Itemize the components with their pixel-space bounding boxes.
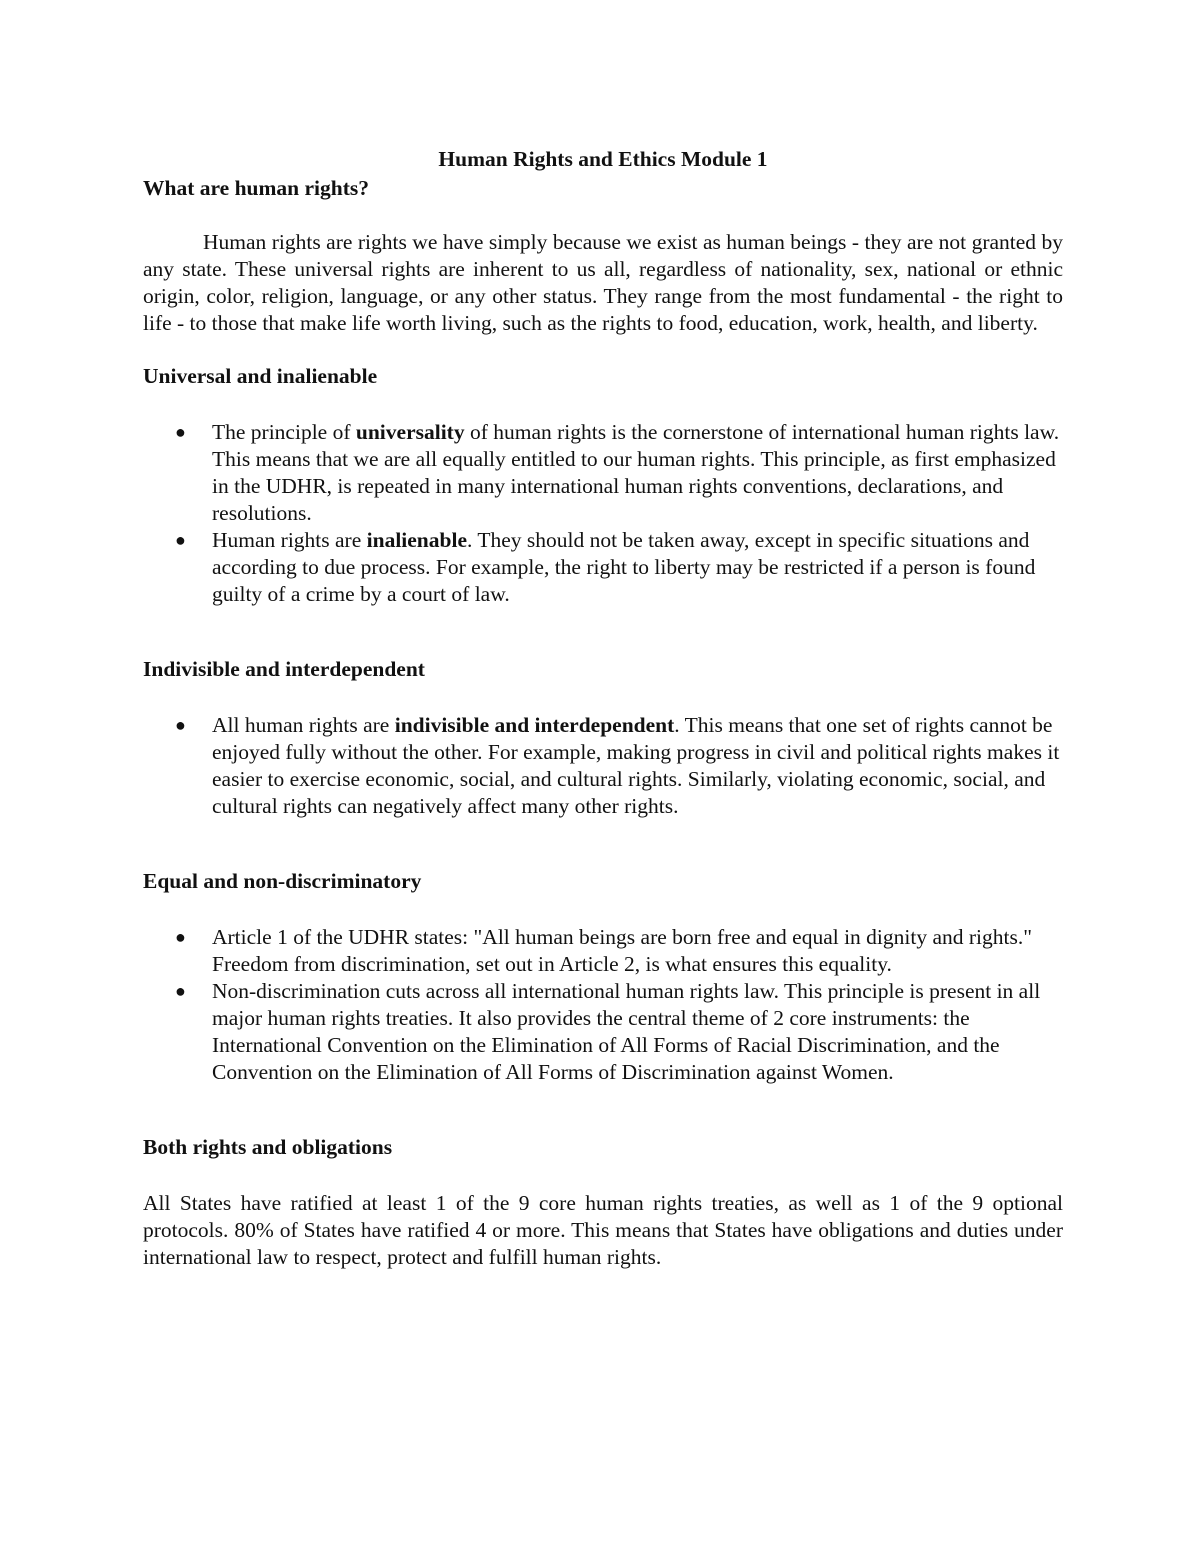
bullet-text-post: . This means that one set of rights cannot be enjoyed fully without the other. For example, making progress in civil and political rights makes it easier to exercise economic, social, and cultural rights. Similarly, violating economic, social, and cultural rights can negatively affect many other rights. <box>212 713 1060 818</box>
obligations-paragraph: All States have ratified at least 1 of the 9 core human rights treaties, as well as 1 of the 9 optional protocols. 80% of States have ratified 4 or more. This means that States have obligations and duties under international law to respect, protect and fulfill human rights. <box>143 1191 1063 1269</box>
bullet-text-pre: Human rights are <box>212 528 367 552</box>
intro-paragraph: Human rights are rights we have simply because we exist as human beings - they are not granted by any state. These universal rights are inherent to us all, regardless of nationality, sex, national or ethnic origin, color, religion, language, or any other status. They range from the most fundamental - the right to life - to those that make life worth living, such as the rights to food, education, work, health, and liberty. <box>143 230 1063 335</box>
spacer <box>143 337 1063 363</box>
spacer <box>143 1161 1063 1190</box>
bullet-text-post: of human rights is the cornerstone of international human rights law. This means that we are all equally entitled to our human rights. This principle, as first emphasized in the UDHR, is repeated in many international human rights conventions, declarations, and resolutions. <box>212 420 1060 525</box>
list-item <box>175 527 1063 608</box>
section-heading-indivisible-and-interdependent: Indivisible and interdependent <box>143 657 425 681</box>
bullet-text-pre: The principle of <box>212 420 356 444</box>
list-item <box>175 712 1063 820</box>
indivisible-bullet-list <box>143 712 1063 820</box>
bullet-text: Non-discrimination cuts across all international human rights law. This principle is present in all major human rights treaties. It also provides the central theme of 2 core instruments: the International Convention on the Elimination of All Forms of Racial Discrimination, and the Convention on the Elimination of All Forms of Discrimination against Women. <box>212 979 1041 1084</box>
spacer <box>143 1086 1063 1134</box>
bullet-text-pre: All human rights are <box>212 713 395 737</box>
bullet-icon: ● <box>175 981 186 1001</box>
bullet-text-bold: indivisible and interdependent <box>394 713 675 737</box>
spacer <box>143 820 1063 868</box>
bullet-icon: ● <box>175 422 186 442</box>
bullet-text-bold: universality <box>355 420 465 444</box>
universal-bullet-list <box>143 419 1063 608</box>
document-body <box>143 146 1063 1271</box>
section-heading-both-rights-and-obligations: Both rights and obligations <box>143 1135 393 1159</box>
list-item <box>175 924 1063 978</box>
spacer <box>143 895 1063 924</box>
bullet-text-bold: inalienable <box>366 528 467 552</box>
spacer <box>143 202 1063 229</box>
section-heading-universal-and-inalienable: Universal and inalienable <box>143 364 378 388</box>
bullet-text-post: . They should not be taken away, except in specific situations and according to due process. For example, the right to liberty may be restricted if a person is found guilty of a crime by a court of law. <box>212 528 1036 606</box>
equal-bullet-list <box>143 924 1063 1086</box>
document-title: Human Rights and Ethics Module 1 <box>438 147 768 171</box>
spacer <box>143 683 1063 712</box>
list-item <box>175 978 1063 1086</box>
bullet-icon: ● <box>175 530 186 550</box>
spacer <box>143 608 1063 656</box>
bullet-text: Article 1 of the UDHR states: "All human beings are born free and equal in dignity and rights." Freedom from discrimination, set out in Article 2, is what ensures this equality. <box>212 925 1033 976</box>
list-item <box>175 419 1063 527</box>
bullet-icon: ● <box>175 715 186 735</box>
spacer <box>143 390 1063 419</box>
section-heading-what-are-human-rights: What are human rights? <box>143 176 369 200</box>
section-heading-equal-and-non-discriminatory: Equal and non-discriminatory <box>143 869 422 893</box>
bullet-icon: ● <box>175 927 186 947</box>
